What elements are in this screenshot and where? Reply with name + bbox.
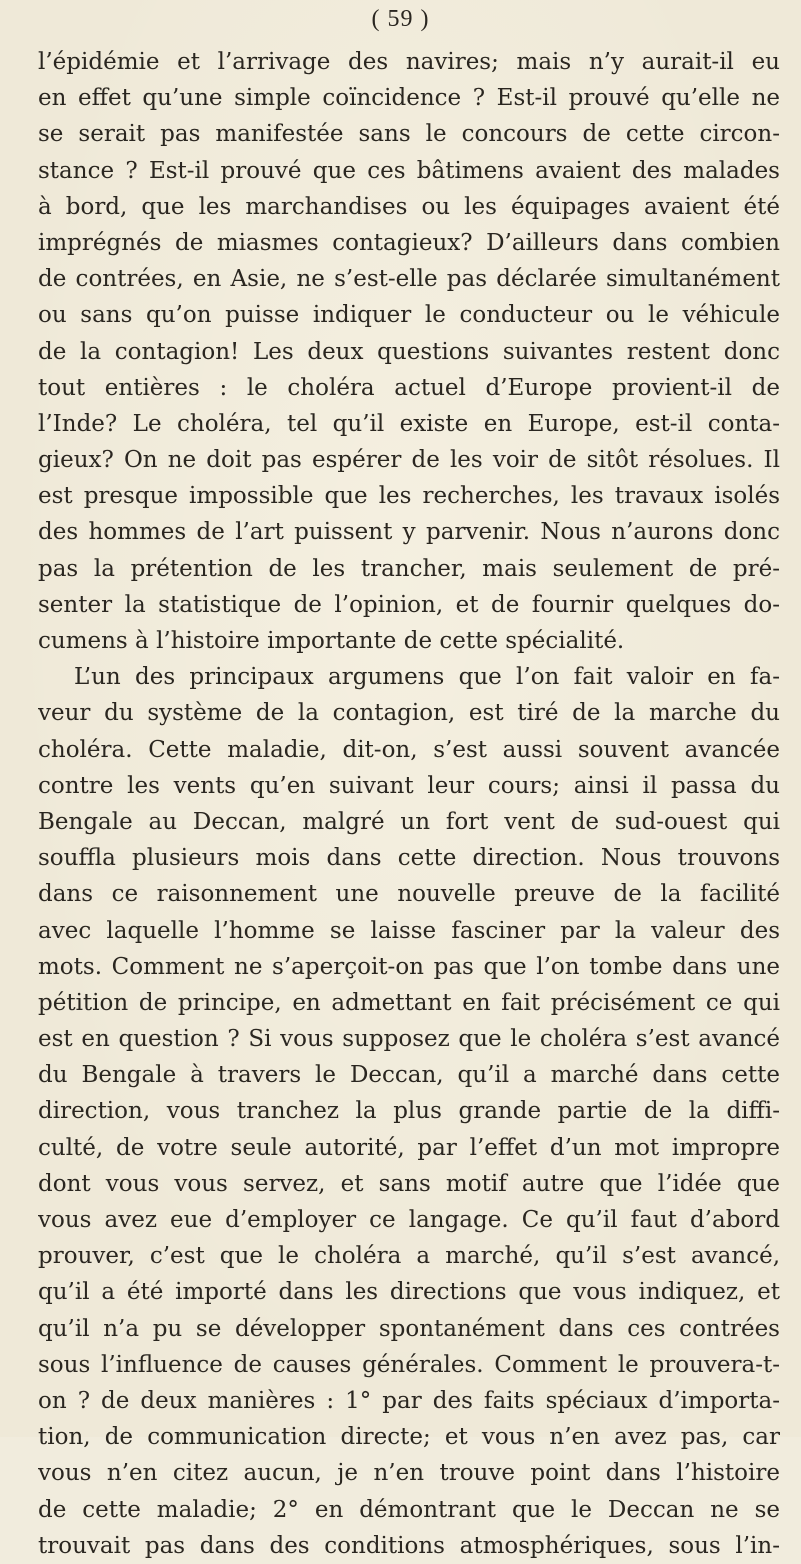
text-line: vous n’en citez aucun, je n’en trouve point dans l’histoire: [38, 1460, 780, 1487]
text-line: prouver, c’est que le choléra a marché, qu’il s’est avancé,: [38, 1243, 780, 1270]
text-line: en effet qu’une simple coïncidence ? Est-il prouvé qu’elle ne: [38, 85, 780, 112]
text-line: contre les vents qu’en suivant leur cours; ainsi il passa du: [38, 772, 780, 799]
page-number: ( 59 ): [371, 6, 430, 32]
text-line: dont vous vous servez, et sans motif autre que l’idée que: [38, 1170, 780, 1197]
text-line: Bengale au Deccan, malgré un fort vent de sud-ouest qui: [38, 808, 780, 835]
text-line: sous l’influence de causes générales. Comment le prouvera-t-: [38, 1351, 780, 1378]
text-line: trouvait pas dans des conditions atmosphériques, sous l’in-: [38, 1532, 780, 1559]
text-line: vous avez eue d’employer ce langage. Ce qu’il faut d’abord: [38, 1207, 780, 1233]
text-line: souffla plusieurs mois dans cette direction. Nous trouvons: [38, 845, 780, 872]
text-line: de cette maladie; 2° en démontrant que le Deccan ne se: [38, 1496, 780, 1523]
text-line: qu’il a été importé dans les directions que vous indiquez, et: [38, 1279, 780, 1306]
text-line: gieux? On ne doit pas espérer de les voir de sitôt résolues. Il: [38, 447, 780, 474]
text-line: pas la prétention de les trancher, mais seulement de pré-: [38, 555, 780, 582]
text-line: L’un des principaux argumens que l’on fait valoir en fa-: [74, 664, 780, 691]
text-line: direction, vous tranchez la plus grande partie de la diffi-: [38, 1098, 780, 1125]
text-line: est presque impossible que les recherches, les travaux isolés: [38, 483, 780, 510]
text-line: cumens à l’histoire importante de cette spécialité.: [38, 628, 625, 654]
body-text: [38, 44, 780, 1564]
text-line: stance ? Est-il prouvé que ces bâtimens avaient des malades: [38, 157, 780, 184]
text-line: mots. Comment ne s’aperçoit-on pas que l’on tombe dans une: [38, 953, 780, 980]
text-line: choléra. Cette maladie, dit-on, s’est aussi souvent avancée: [38, 736, 780, 763]
text-line: culté, de votre seule autorité, par l’effet d’un mot impropre: [38, 1134, 780, 1161]
text-line: tion, de communication directe; et vous n’en avez pas, car: [38, 1424, 780, 1451]
text-line: à bord, que les marchandises ou les équipages avaient été: [38, 193, 780, 220]
text-line: veur du système de la contagion, est tiré de la marche du: [38, 700, 780, 727]
text-line: dans ce raisonnement une nouvelle preuve de la facilité: [38, 881, 780, 908]
text-line: des hommes de l’art puissent y parvenir. Nous n’aurons donc: [38, 519, 780, 546]
text-line: tout entières : le choléra actuel d’Europe provient-il de: [38, 374, 780, 401]
text-line: imprégnés de miasmes contagieux? D’ailleurs dans combien: [38, 229, 780, 256]
text-line: de contrées, en Asie, ne s’est-elle pas déclarée simultanément: [38, 266, 780, 293]
text-line: pétition de principe, en admettant en fait précisément ce qui: [38, 989, 780, 1016]
text-line: l’Inde? Le choléra, tel qu’il existe en Europe, est-il conta-: [38, 410, 780, 437]
text-line: de la contagion! Les deux questions suivantes restent donc: [38, 338, 780, 365]
text-line: du Bengale à travers le Deccan, qu’il a marché dans cette: [38, 1062, 780, 1089]
text-line: ou sans qu’on puisse indiquer le conducteur ou le véhicule: [38, 302, 780, 329]
text-line: l’épidémie et l’arrivage des navires; mais n’y aurait-il eu: [38, 49, 780, 75]
text-line: avec laquelle l’homme se laisse fasciner par la valeur des: [38, 917, 780, 944]
text-line: senter la statistique de l’opinion, et de fournir quelques do-: [38, 591, 780, 618]
text-line: on ? de deux manières : 1° par des faits spéciaux d’importa-: [38, 1387, 780, 1414]
text-line: se serait pas manifestée sans le concours de cette circon-: [38, 121, 780, 148]
text-line: qu’il n’a pu se développer spontanément dans ces contrées: [38, 1315, 780, 1342]
text-line: est en question ? Si vous supposez que le choléra s’est avancé: [38, 1026, 780, 1053]
